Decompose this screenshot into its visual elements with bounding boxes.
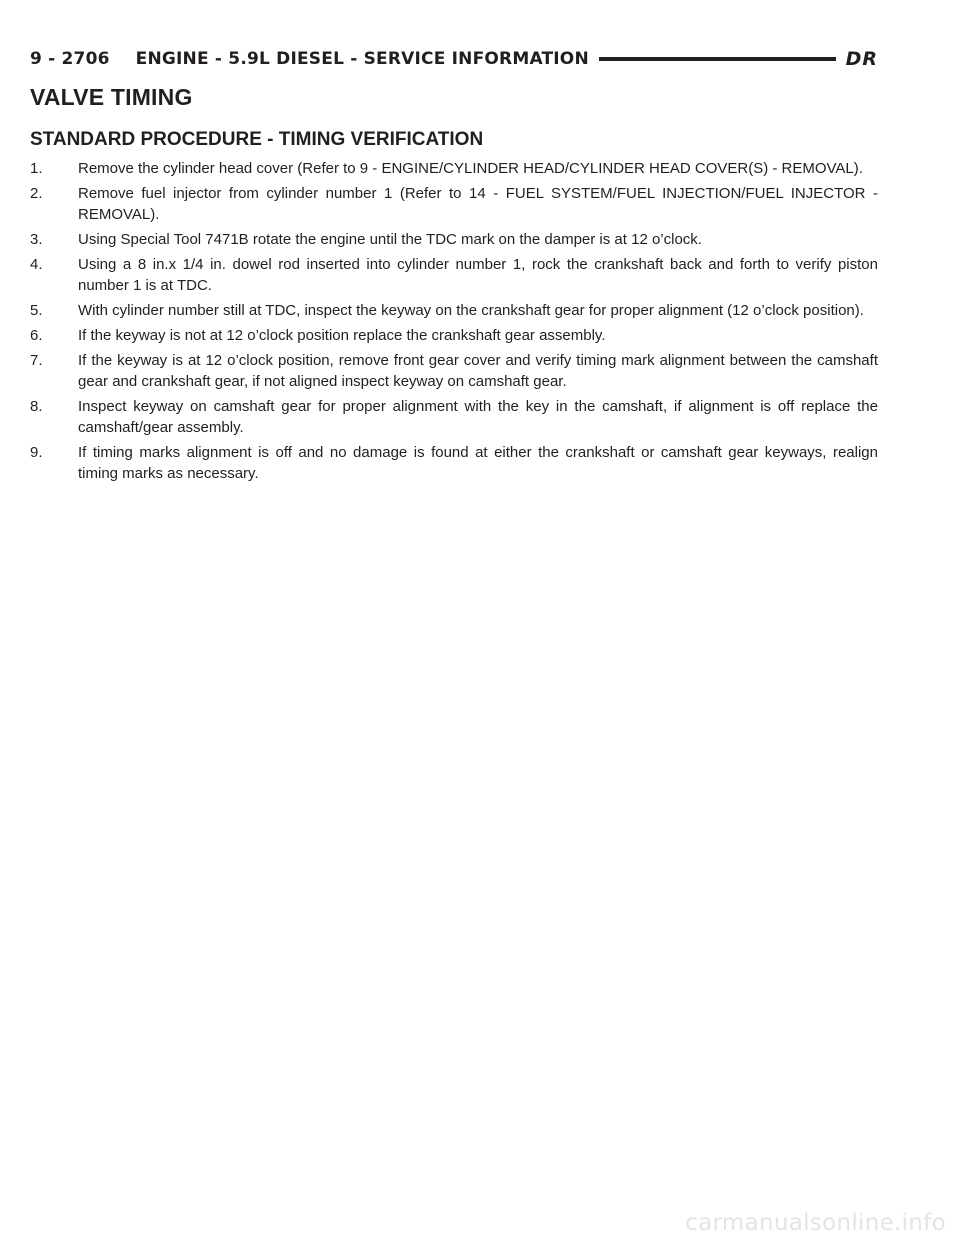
subsection-title: STANDARD PROCEDURE - TIMING VERIFICATION: [30, 129, 484, 150]
step-text: Inspect keyway on camshaft gear for proper alignment with the key in the camshaft, if alignment is off replace the camshaft/gear assembly.: [78, 398, 878, 436]
procedure-step: [30, 325, 878, 346]
procedure-step: [30, 158, 878, 179]
step-text: Using a 8 in.x 1/4 in. dowel rod inserted into cylinder number 1, rock the crankshaft back and forth to verify piston number 1 is at TDC.: [78, 256, 878, 294]
page-header: [30, 46, 878, 72]
header-title: ENGINE - 5.9L DIESEL - SERVICE INFORMATION: [135, 49, 589, 69]
step-text: If timing marks alignment is off and no damage is found at either the crankshaft or camshaft gear keyways, realign timing marks as necessary.: [78, 444, 878, 482]
page-reference: 9 - 2706: [30, 49, 110, 69]
procedure-step: [30, 254, 878, 296]
step-number: 1.: [30, 160, 43, 177]
procedure-steps: [30, 158, 878, 488]
step-text: Remove fuel injector from cylinder number 1 (Refer to 14 - FUEL SYSTEM/FUEL INJECTION/FUEL INJECTOR - REMOVAL).: [78, 185, 878, 223]
step-text: Using Special Tool 7471B rotate the engine until the TDC mark on the damper is at 12 o’clock.: [78, 231, 702, 248]
step-number: 9.: [30, 444, 43, 461]
step-number: 2.: [30, 185, 43, 202]
procedure-step: [30, 442, 878, 484]
procedure-step: [30, 183, 878, 225]
step-number: 5.: [30, 302, 43, 319]
model-code: DR: [845, 48, 878, 70]
step-number: 6.: [30, 327, 43, 344]
procedure-step: [30, 300, 878, 321]
step-text: With cylinder number still at TDC, inspect the keyway on the crankshaft gear for proper alignment (12 o’clock position).: [78, 302, 864, 319]
step-text: If the keyway is not at 12 o’clock position replace the crankshaft gear assembly.: [78, 327, 606, 344]
step-number: 4.: [30, 256, 43, 273]
step-text: If the keyway is at 12 o’clock position, remove front gear cover and verify timing mark alignment between the camshaft gear and crankshaft gear, if not aligned inspect keyway on camshaft gear.: [78, 352, 878, 390]
step-number: 7.: [30, 352, 43, 369]
step-number: 8.: [30, 398, 43, 415]
section-title: VALVE TIMING: [30, 84, 193, 110]
procedure-step: [30, 229, 878, 250]
step-text: Remove the cylinder head cover (Refer to 9 - ENGINE/CYLINDER HEAD/CYLINDER HEAD COVER(S) - REMOVAL).: [78, 160, 863, 177]
header-rule: [599, 57, 836, 61]
procedure-step: [30, 396, 878, 438]
step-number: 3.: [30, 231, 43, 248]
procedure-step: [30, 350, 878, 392]
watermark: carmanualsonline.info: [685, 1210, 946, 1236]
